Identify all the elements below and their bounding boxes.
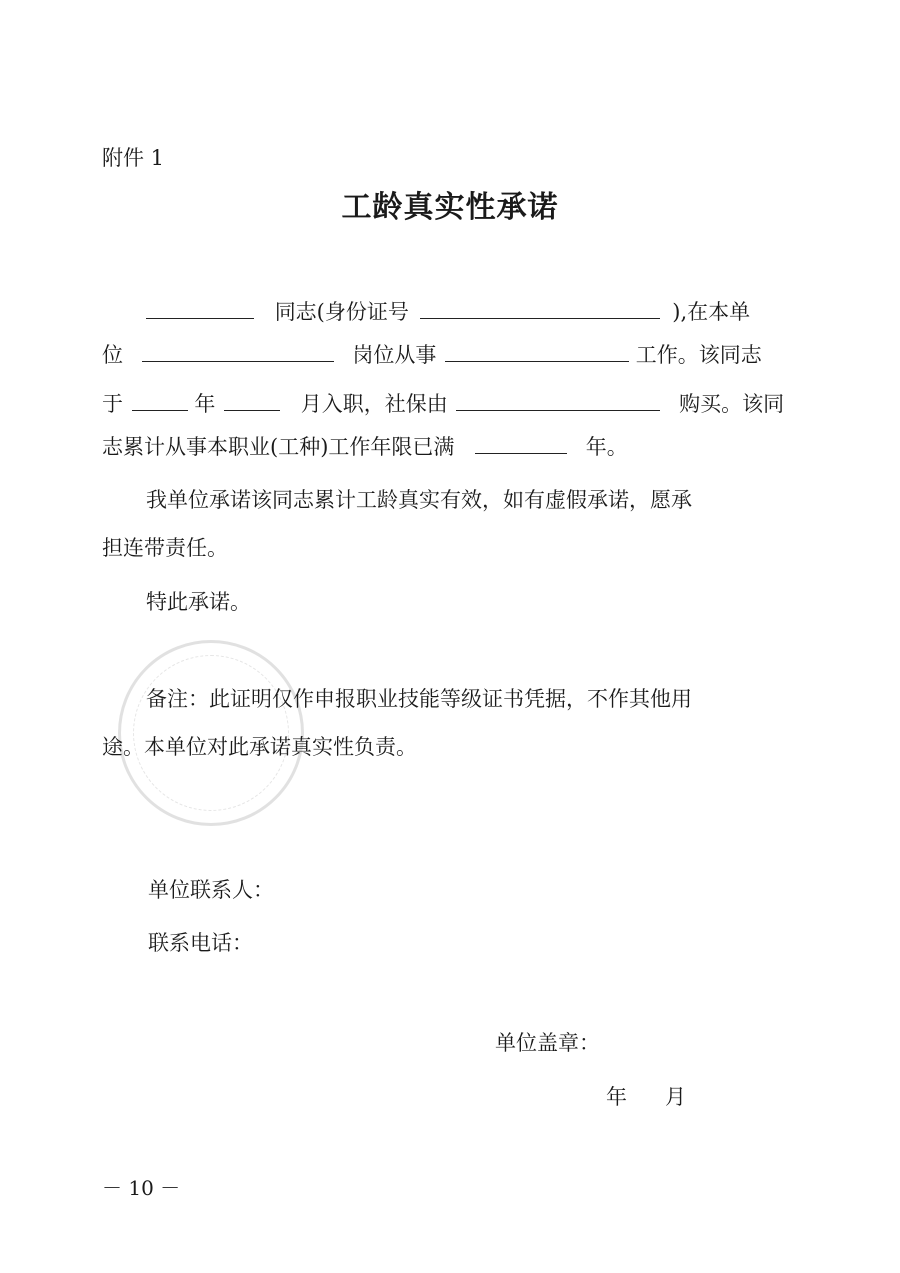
document-title: 工龄真实性承诺: [341, 190, 559, 225]
social-security-payer-blank[interactable]: [456, 392, 660, 411]
promise-paragraph-line-2: 担连带责任。: [102, 536, 228, 560]
post-engaged-label: 岗位从事: [352, 343, 437, 367]
unit-seal-label: 单位盖章：: [495, 1031, 600, 1055]
body-line-1: [102, 300, 774, 324]
closing-statement: 特此承诺。: [146, 590, 251, 614]
position-blank[interactable]: [142, 343, 334, 362]
contact-phone-label: 联系电话：: [148, 931, 253, 955]
year-blank[interactable]: [132, 392, 188, 411]
body-line-3: [102, 392, 785, 416]
years-worked-label: 志累计从事本职业(工种)工作年限已满: [102, 435, 455, 459]
page-number: － 10 －: [102, 1176, 181, 1200]
attachment-label: 附件 1: [102, 146, 165, 170]
note-line-2: 途。本单位对此承诺真实性负责。: [102, 735, 417, 759]
date-year-label: 年: [606, 1085, 627, 1109]
purchased-label: 购买。该同: [679, 392, 785, 416]
in-unit-label: ),在本单: [672, 300, 751, 324]
body-line-2: [102, 343, 774, 367]
joined-social-security-label: 月入职，社保由: [300, 392, 448, 416]
position-prefix: 位: [102, 343, 123, 367]
date-month-label: 月: [665, 1085, 686, 1109]
contact-person-label: 单位联系人：: [148, 878, 274, 902]
promise-paragraph-line-1: 我单位承诺该同志累计工龄真实有效，如有虚假承诺，愿承: [146, 488, 692, 512]
on-label: 于: [102, 392, 123, 416]
year-unit: 年: [194, 392, 216, 416]
month-blank[interactable]: [224, 392, 280, 411]
work-label: 工作。该同志: [635, 343, 762, 367]
name-blank[interactable]: [146, 300, 254, 319]
faded-official-stamp: [118, 640, 304, 826]
note-line-1: 备注：此证明仅作申报职业技能等级证书凭据，不作其他用: [146, 687, 692, 711]
body-line-4: [102, 435, 774, 459]
years-worked-blank[interactable]: [475, 435, 567, 454]
work-type-blank[interactable]: [445, 343, 629, 362]
id-number-blank[interactable]: [420, 300, 660, 319]
years-unit: 年。: [585, 435, 628, 459]
comrade-id-label: 同志(身份证号: [274, 300, 409, 324]
